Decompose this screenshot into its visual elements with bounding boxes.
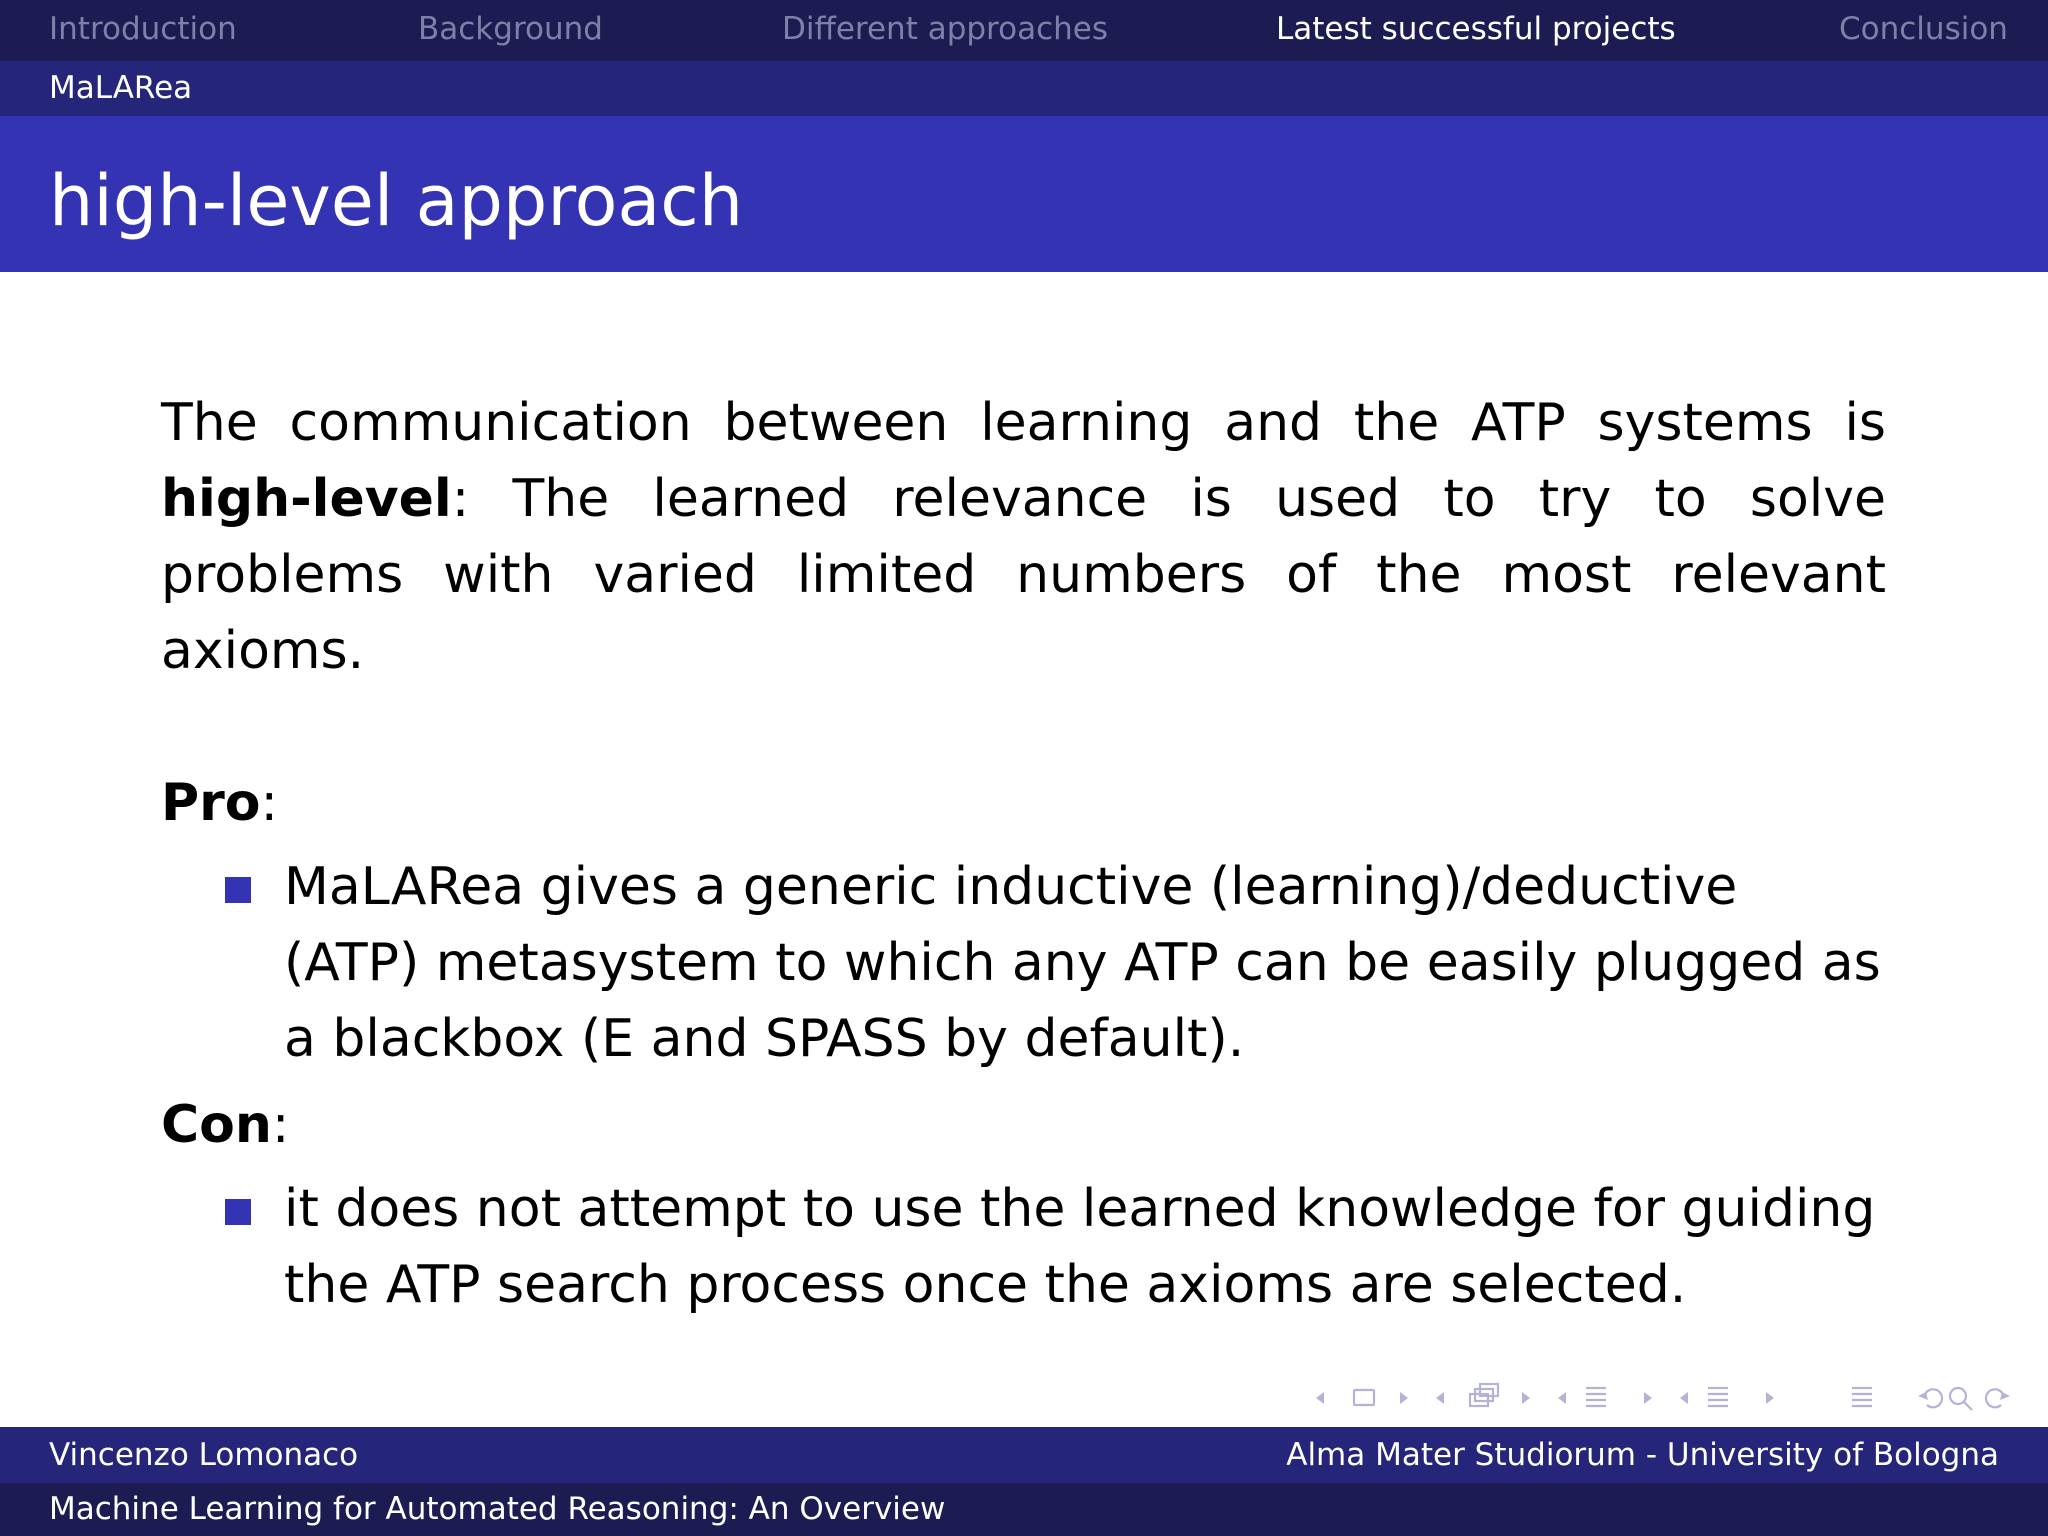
con-item-text: it does not attempt to use the learned knowledge for guiding the ATP search process once the axioms are selected. (284, 1179, 1876, 1315)
frame-title: high-level approach (49, 160, 744, 242)
list-item (161, 849, 1886, 1077)
nav-subsection-malarea[interactable]: MaLARea (49, 70, 193, 106)
con-heading (161, 1087, 1886, 1163)
subsection-icon[interactable] (1470, 1384, 1498, 1406)
document-icon[interactable] (1708, 1388, 1728, 1406)
arrow-left-icon[interactable] (1316, 1392, 1324, 1404)
section-navigation-bar (0, 0, 2048, 61)
con-label: Con (161, 1095, 272, 1155)
footer-author-bar (0, 1427, 2048, 1483)
frame-icon[interactable] (1354, 1390, 1374, 1405)
square-bullet-icon (225, 877, 251, 903)
arrow-right-icon[interactable] (1522, 1392, 1530, 1404)
subsection-bar (0, 61, 2048, 116)
nav-section-conclusion[interactable]: Conclusion (1839, 11, 2008, 47)
list-item (161, 1171, 1886, 1323)
frame-title-bar (0, 116, 2048, 272)
nav-section-background[interactable]: Background (418, 11, 603, 47)
frame-navigation[interactable] (1316, 1390, 1408, 1405)
pro-list (161, 849, 1886, 1077)
intro-text-end: : The learned relevance is used to try to solve problems with varied limited numbers of the most relevant axioms. (161, 469, 1886, 681)
navigation-symbols (1310, 1378, 2030, 1418)
intro-emphasis: high-level (161, 469, 452, 529)
document-navigation[interactable] (1680, 1388, 1774, 1406)
footer-institution: Alma Mater Studiorum - University of Bologna (1286, 1437, 1999, 1473)
con-list (161, 1171, 1886, 1323)
slide-body (161, 385, 1886, 1323)
arrow-right-icon[interactable] (1400, 1392, 1408, 1404)
section-navigation[interactable] (1558, 1388, 1652, 1406)
pro-colon: : (260, 773, 279, 833)
intro-text-start: The communication between learning and the ATP systems is (161, 393, 1886, 453)
pro-label: Pro (161, 773, 261, 833)
arrow-right-icon[interactable] (1766, 1392, 1774, 1404)
arrow-left-icon[interactable] (1558, 1392, 1566, 1404)
nav-section-latest-successful-projects[interactable]: Latest successful projects (1276, 11, 1676, 47)
square-bullet-icon (225, 1199, 251, 1225)
footer-title-bar (0, 1483, 2048, 1536)
intro-paragraph (161, 385, 1886, 689)
arrow-right-icon[interactable] (1644, 1392, 1652, 1404)
pro-item-text: MaLARea gives a generic inductive (learning)/deductive (ATP) metasystem to which any ATP can be easily plugged as a blackbox (E and SPASS by default). (284, 857, 1881, 1069)
footer-talk-title: Machine Learning for Automated Reasoning: An Overview (49, 1491, 946, 1527)
section-icon[interactable] (1586, 1388, 1606, 1406)
nav-section-introduction[interactable]: Introduction (49, 11, 237, 47)
subsection-navigation[interactable] (1436, 1384, 1530, 1406)
appendix-icon[interactable] (1852, 1388, 1872, 1406)
footer-author: Vincenzo Lomonaco (49, 1437, 359, 1473)
search-icon[interactable] (1950, 1388, 1966, 1404)
con-colon: : (271, 1095, 290, 1155)
arrow-left-icon[interactable] (1680, 1392, 1688, 1404)
back-forward-search[interactable] (1918, 1388, 2010, 1410)
arrow-left-icon[interactable] (1436, 1392, 1444, 1404)
nav-section-different-approaches[interactable]: Different approaches (782, 11, 1108, 47)
pro-heading (161, 765, 1886, 841)
